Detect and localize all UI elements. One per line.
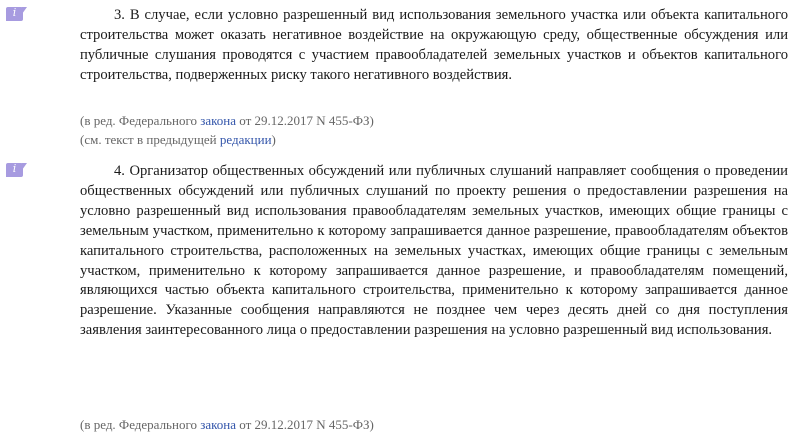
info-icon[interactable]: i — [6, 163, 23, 177]
paragraph-3: 3. В случае, если условно разрешенный вид использования земельного участка или объекта капитального строительства может оказать негативное воздействие на окружающую среду, общественные обсуждения или публичные слушания проводятся с участием правообладателей земельных участков и объектов капитального строительства, подверженных риску такого негативного воздействия. — [80, 7, 788, 83]
law-link[interactable]: закона — [200, 113, 236, 128]
revision-link[interactable]: редакции — [219, 132, 272, 147]
edit-note: (в ред. Федерального закона от 29.12.2017 N 455-ФЗ) — [80, 417, 374, 432]
edit-note: (в ред. Федерального закона от 29.12.2017 N 455-ФЗ) — [80, 113, 374, 128]
law-link[interactable]: закона — [200, 417, 236, 432]
paragraph-4: 4. Организатор общественных обсуждений или публичных слушаний направляет сообщения о проведении общественных обсуждений или публичных слушаний по проекту решения о предоставлении разрешения на условно разрешенный вид использования правообладателям земельных участков, имеющих общие границы с земельным участком, применительно к которому запрашивается данное разрешение, правообладателям объектов капитального строительства, расположенных на земельных участках, имеющих общие границы с земельным участком, применительно к которому запрашивается данное разрешение, и правообладателям помещений, являющихся частью объекта капитального строительства, применительно к которому запрашивается данное разрешение. Указанные сообщения направляются не позднее чем через десять дней со дня поступления заявления заинтересованного лица о предоставлении разрешения на условно разрешенный вид использования. — [80, 163, 788, 339]
info-icon[interactable]: i — [6, 7, 23, 21]
previous-version-note: (см. текст в предыдущей редакции) — [80, 132, 276, 147]
